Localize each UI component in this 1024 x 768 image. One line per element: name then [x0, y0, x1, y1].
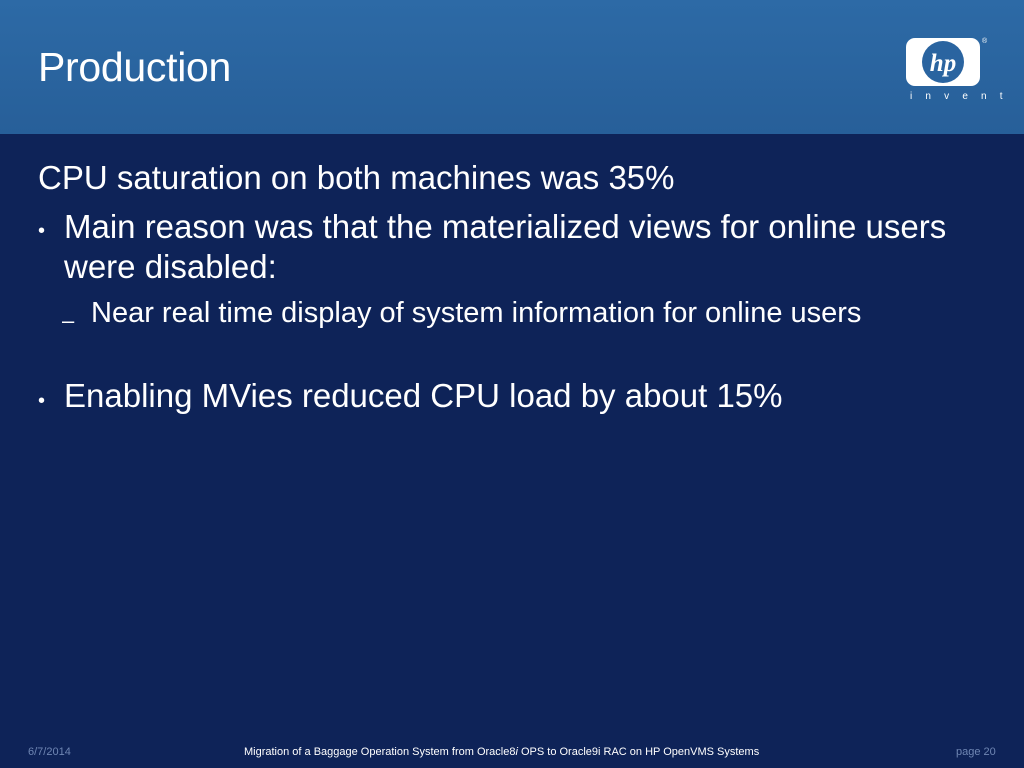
hp-tagline: i n v e n t — [910, 91, 1008, 102]
bullet-item: Main reason was that the materialized views for online users were disabled: — [64, 208, 947, 285]
sub-bullet-item: Near real time display of system information for online users — [91, 297, 862, 329]
footer-title-suffix: OPS to Oracle9i RAC on HP OpenVMS Systems — [517, 746, 760, 758]
sub-bullet-marker: – — [62, 308, 75, 333]
footer-title-prefix: Migration of a Baggage Operation System from Oracle8 — [244, 746, 516, 758]
footer-title-italic: i — [515, 746, 518, 758]
slide-body — [0, 134, 1024, 734]
hp-logo-mark-text: hp — [929, 50, 957, 77]
trademark-symbol: ® — [982, 38, 988, 45]
lead-text: CPU saturation on both machines was 35% — [38, 159, 675, 196]
slide-footer — [0, 734, 1024, 768]
slide-header — [0, 0, 1024, 134]
footer-date: 6/7/2014 — [28, 746, 71, 758]
footer-title — [244, 746, 759, 758]
slide-title: Production — [38, 44, 232, 90]
page-number: page 20 — [956, 746, 996, 758]
bullet-marker: • — [38, 390, 46, 412]
bullet-marker: • — [38, 220, 46, 242]
hp-logo-icon — [906, 38, 980, 86]
hp-logo — [906, 38, 1008, 106]
bullet-item: Enabling MVies reduced CPU load by about 15% — [64, 377, 783, 414]
